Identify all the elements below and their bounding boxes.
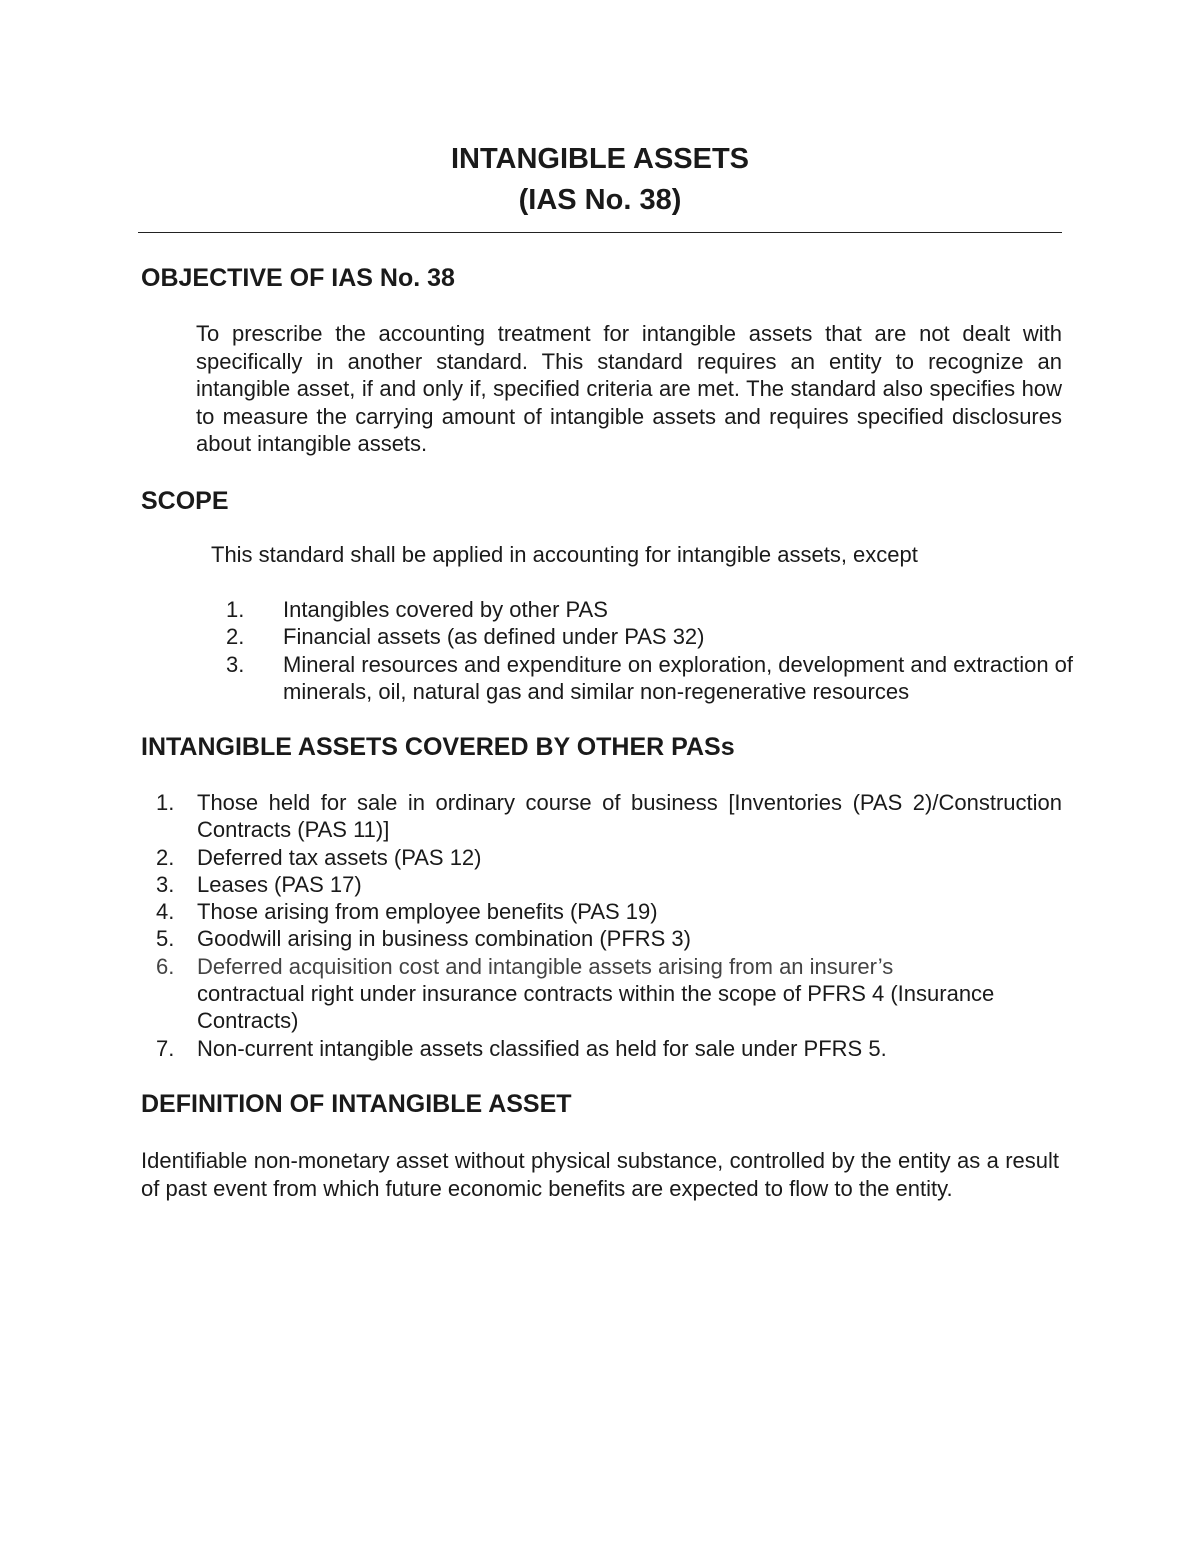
covered-by-other-heading: INTANGIBLE ASSETS COVERED BY OTHER PASs bbox=[141, 733, 735, 761]
list-item bbox=[156, 789, 1062, 844]
definition-heading: DEFINITION OF INTANGIBLE ASSET bbox=[141, 1090, 572, 1118]
covered-by-other-list bbox=[156, 789, 1062, 1062]
list-item bbox=[156, 898, 1062, 925]
list-item-continuation bbox=[156, 980, 1062, 1035]
document-subtitle: (IAS No. 38) bbox=[518, 184, 682, 216]
list-item bbox=[156, 871, 1062, 898]
objective-paragraph: To prescribe the accounting treatment for intangible assets that are not dealt with specifically in another standard. This standard requires an entity to recognize an intangible asset, if and only if, specified criteria are met. The standard also specifies how to measure the carrying amount of intangible assets and requires specified disclosures about intangible assets. bbox=[196, 321, 1062, 456]
list-item-number: 4. bbox=[156, 899, 175, 925]
list-item bbox=[226, 651, 1146, 706]
list-item bbox=[156, 925, 1062, 952]
list-item-text: Goodwill arising in business combination (PFRS 3) bbox=[197, 926, 691, 952]
list-item-number: 5. bbox=[156, 926, 175, 952]
list-item-text: Leases (PAS 17) bbox=[197, 871, 362, 897]
scope-exceptions-list bbox=[226, 596, 1146, 705]
list-item bbox=[226, 596, 1146, 623]
scope-heading: SCOPE bbox=[141, 487, 229, 515]
list-item-text: Financial assets (as defined under PAS 32) bbox=[283, 624, 705, 650]
list-item-number: 2. bbox=[156, 844, 175, 870]
list-item-number: 3. bbox=[226, 651, 245, 677]
document-title: INTANGIBLE ASSETS bbox=[450, 143, 750, 175]
title-divider bbox=[138, 232, 1062, 233]
list-item bbox=[156, 953, 1062, 980]
list-item bbox=[156, 1035, 1062, 1062]
list-item-number: 1. bbox=[226, 597, 245, 622]
definition-paragraph: Identifiable non-monetary asset without physical substance, controlled by the entity as a result of past event from which future economic benefits are expected to flow to the entity. bbox=[141, 1148, 1059, 1201]
list-item-text: Deferred tax assets (PAS 12) bbox=[197, 844, 482, 870]
list-item-text: Intangibles covered by other PAS bbox=[283, 597, 608, 622]
list-item-text: Those arising from employee benefits (PAS 19) bbox=[197, 899, 658, 925]
list-item-number: 7. bbox=[156, 1035, 175, 1061]
list-item-number: 1. bbox=[156, 790, 175, 815]
list-item-number: 2. bbox=[226, 624, 245, 650]
scope-intro: This standard shall be applied in accounting for intangible assets, except bbox=[211, 542, 918, 567]
objective-heading: OBJECTIVE OF IAS No. 38 bbox=[141, 264, 455, 292]
list-item-number: 3. bbox=[156, 871, 175, 897]
list-item bbox=[226, 623, 1146, 650]
list-item bbox=[156, 844, 1062, 871]
list-item-number: 6. bbox=[156, 953, 175, 979]
list-item-text: Non-current intangible assets classified as held for sale under PFRS 5. bbox=[197, 1035, 887, 1061]
list-item-text: contractual right under insurance contracts within the scope of PFRS 4 (Insurance Contracts) bbox=[197, 981, 995, 1034]
list-item-text: Deferred acquisition cost and intangible assets arising from an insurer’s bbox=[197, 953, 894, 979]
list-item-text: Mineral resources and expenditure on exploration, development and extraction of minerals, oil, natural gas and similar non-regenerative resources bbox=[283, 651, 1074, 704]
list-item-text: Those held for sale in ordinary course of business [Inventories (PAS 2)/Construction Contracts (PAS 11)] bbox=[197, 790, 1062, 843]
